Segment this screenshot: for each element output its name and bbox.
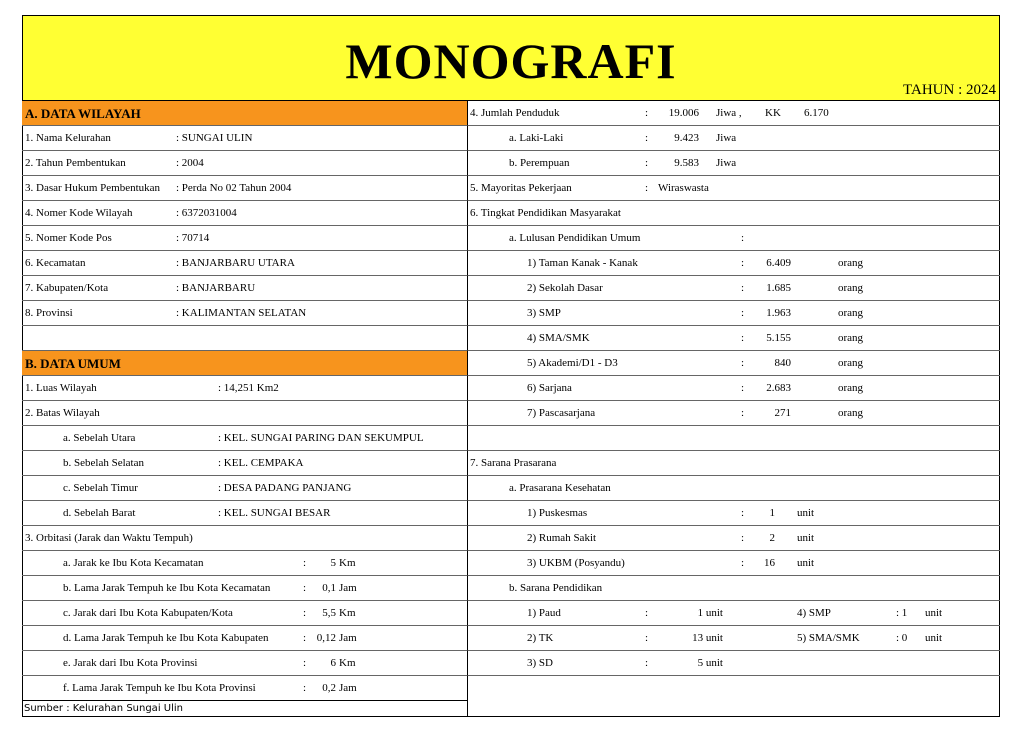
- wilayah-value: : 6372031004: [176, 207, 237, 219]
- wilayah-value: : KALIMANTAN SELATAN: [176, 307, 307, 319]
- kesehatan-item-unit: unit: [797, 532, 815, 544]
- sarana-pendidikan-item-label: 2) TK: [527, 632, 554, 644]
- kesehatan-item-unit: unit: [797, 507, 815, 519]
- wilayah-value: : 70714: [176, 232, 210, 244]
- kesehatan-item-unit: unit: [797, 557, 815, 569]
- sarana-pendidikan-heading-row: [467, 576, 1000, 601]
- orbitasi-item-unit: Km: [339, 557, 356, 569]
- batas-item-row: [22, 451, 467, 476]
- penduduk-colon: :: [645, 107, 649, 119]
- pekerjaan-value: Wiraswasta: [658, 182, 709, 194]
- orbitasi-item-colon: :: [303, 582, 307, 594]
- kesehatan-item-value: 1: [769, 507, 775, 519]
- penduduk-sub-value: 9.583: [674, 157, 699, 169]
- orbitasi-item-colon: :: [303, 632, 307, 644]
- orbitasi-item-num: 0,1: [322, 582, 336, 594]
- orbitasi-item-label: e. Jarak dari Ibu Kota Provinsi: [63, 657, 198, 669]
- pekerjaan-label: 5. Mayoritas Pekerjaan: [470, 182, 572, 194]
- pendidikan-sub-colon: :: [741, 232, 745, 244]
- orbitasi-row: [22, 526, 467, 551]
- wilayah-value: : BANJARBARU UTARA: [176, 257, 295, 269]
- pendidikan-item-value: 5.155: [766, 332, 791, 344]
- pendidikan-item-value: 1.685: [766, 282, 791, 294]
- penduduk-rows: [467, 126, 1000, 176]
- pendidikan-item-label: 2) Sekolah Dasar: [527, 282, 603, 294]
- blank-row: [467, 426, 1000, 451]
- pendidikan-item-row: [467, 301, 1000, 326]
- penduduk-sub-colon: :: [645, 157, 649, 169]
- page-title: MONOGRAFI: [345, 33, 677, 89]
- batas-item-label: b. Sebelah Selatan: [63, 457, 144, 469]
- orbitasi-item-unit: Jam: [339, 632, 357, 644]
- sarana-pendidikan-item-colon2: : 0: [896, 632, 908, 644]
- kesehatan-heading-row: [467, 476, 1000, 501]
- orbitasi-item-label: d. Lama Jarak Tempuh ke Ibu Kota Kabupaten: [63, 632, 269, 644]
- batas-item-label: c. Sebelah Timur: [63, 482, 138, 494]
- orbitasi-item-row: [22, 651, 467, 676]
- sarana-pendidikan-item-unit2: unit: [925, 607, 943, 619]
- penduduk-sub-colon: :: [645, 132, 649, 144]
- wilayah-row: [22, 126, 467, 151]
- orbitasi-item-label: a. Jarak ke Ibu Kota Kecamatan: [63, 557, 204, 569]
- kesehatan-item-label: 3) UKBM (Posyandu): [527, 557, 625, 569]
- wilayah-label: 3. Dasar Hukum Pembentukan: [25, 182, 161, 194]
- pendidikan-item-value: 840: [774, 357, 791, 369]
- penduduk-sub-unit: Jiwa: [716, 132, 737, 144]
- wilayah-row: [22, 151, 467, 176]
- orbitasi-item-row: [22, 676, 467, 701]
- orbitasi-item-colon: :: [303, 657, 307, 669]
- kesehatan-item-label: 2) Rumah Sakit: [527, 532, 597, 544]
- penduduk-sub-unit: Jiwa: [716, 157, 737, 169]
- section-b-heading: B. DATA UMUM: [22, 351, 467, 376]
- wilayah-label: 1. Nama Kelurahan: [25, 132, 111, 144]
- pendidikan-item-row: [467, 401, 1000, 426]
- pendidikan-item-unit: orang: [838, 307, 864, 319]
- luas-row: [22, 376, 467, 401]
- blank-row: [467, 676, 1000, 701]
- batas-item-row: [22, 501, 467, 526]
- section-a-rows: [22, 126, 467, 326]
- orbitasi-item-row: [22, 626, 467, 651]
- orbitasi-item-colon: :: [303, 557, 307, 569]
- sarana-pendidikan-item-label: 3) SD: [527, 657, 553, 669]
- sarana-pendidikan-label: b. Sarana Pendidikan: [509, 582, 603, 594]
- blank-row: [22, 326, 467, 351]
- left-column: [22, 101, 467, 701]
- pendidikan-item-row: [467, 251, 1000, 276]
- penduduk-row: [467, 101, 1000, 126]
- pendidikan-item-row: [467, 351, 1000, 376]
- pendidikan-item-label: 1) Taman Kanak - Kanak: [527, 257, 638, 269]
- wilayah-row: [22, 251, 467, 276]
- orbitasi-item-unit: Jam: [339, 682, 357, 694]
- wilayah-label: 6. Kecamatan: [25, 257, 86, 269]
- pendidikan-item-row: [467, 276, 1000, 301]
- pendidikan-item-colon: :: [741, 382, 745, 394]
- penduduk-label: 4. Jumlah Penduduk: [470, 107, 560, 119]
- pendidikan-rows: [467, 251, 1000, 426]
- sarana-pendidikan-item-label2: 5) SMA/SMK: [797, 632, 860, 644]
- wilayah-row: [22, 226, 467, 251]
- sarana-pendidikan-item-row: [467, 651, 1000, 676]
- sarana-pendidikan-item-colon: :: [645, 657, 649, 669]
- sarana-pendidikan-rows: [467, 601, 1000, 676]
- kesehatan-item-value: 16: [764, 557, 775, 569]
- penduduk-sub-label: a. Laki-Laki: [509, 132, 564, 144]
- kesehatan-item-row: [467, 551, 1000, 576]
- orbitasi-item-label: b. Lama Jarak Tempuh ke Ibu Kota Kecamatan: [63, 582, 271, 594]
- wilayah-row: [22, 201, 467, 226]
- orbitasi-label: 3. Orbitasi (Jarak dan Waktu Tempuh): [25, 532, 193, 544]
- wilayah-value: : BANJARBARU: [176, 282, 256, 294]
- sarana-pendidikan-item-unit2: unit: [925, 632, 943, 644]
- sarana-row: [467, 451, 1000, 476]
- source-note: Sumber : Kelurahan Sungai Ulin: [24, 703, 183, 714]
- orbitasi-item-unit: Jam: [339, 582, 357, 594]
- pendidikan-item-value: 271: [774, 407, 791, 419]
- batas-item-value: : KEL. CEMPAKA: [218, 457, 304, 469]
- wilayah-value: : SUNGAI ULIN: [176, 132, 253, 144]
- pendidikan-item-colon: :: [741, 407, 745, 419]
- sarana-pendidikan-item-row: [467, 601, 1000, 626]
- batas-row: [22, 401, 467, 426]
- section-a-heading: A. DATA WILAYAH: [22, 101, 467, 126]
- pendidikan-item-colon: :: [741, 357, 745, 369]
- pendidikan-label: 6. Tingkat Pendidikan Masyarakat: [470, 207, 621, 219]
- sarana-pendidikan-item-value: 5 unit: [697, 657, 723, 669]
- sarana-pendidikan-item-row: [467, 626, 1000, 651]
- kesehatan-item-colon: :: [741, 507, 745, 519]
- pendidikan-item-colon: :: [741, 332, 745, 344]
- batas-item-label: d. Sebelah Barat: [63, 507, 136, 519]
- wilayah-value: : 2004: [176, 157, 204, 169]
- pendidikan-item-value: 6.409: [766, 257, 791, 269]
- pendidikan-item-unit: orang: [838, 382, 864, 394]
- penduduk-sub-label: b. Perempuan: [509, 157, 570, 169]
- pendidikan-item-row: [467, 326, 1000, 351]
- pendidikan-item-colon: :: [741, 282, 745, 294]
- pendidikan-item-unit: orang: [838, 282, 864, 294]
- pendidikan-item-unit: orang: [838, 332, 864, 344]
- orbitasi-item-row: [22, 551, 467, 576]
- orbitasi-item-num: 0,12: [316, 632, 336, 644]
- kesehatan-item-row: [467, 501, 1000, 526]
- wilayah-row: [22, 301, 467, 326]
- orbitasi-item-row: [22, 576, 467, 601]
- orbitasi-item-unit: Km: [339, 607, 356, 619]
- pendidikan-item-colon: :: [741, 257, 745, 269]
- pendidikan-sub-row: [467, 226, 1000, 251]
- pendidikan-item-unit: orang: [838, 257, 864, 269]
- penduduk-sub-row: [467, 151, 1000, 176]
- kesehatan-item-row: [467, 526, 1000, 551]
- sarana-pendidikan-item-colon2: : 1: [896, 607, 908, 619]
- right-column: [467, 101, 1000, 701]
- wilayah-label: 7. Kabupaten/Kota: [25, 282, 109, 294]
- pendidikan-item-label: 3) SMP: [527, 307, 561, 319]
- kesehatan-label: a. Prasarana Kesehatan: [509, 482, 611, 494]
- kesehatan-item-label: 1) Puskesmas: [527, 507, 588, 519]
- batas-item-value: : KEL. SUNGAI BESAR: [218, 507, 331, 519]
- penduduk-unit: Jiwa ,: [716, 107, 742, 119]
- penduduk-sub-value: 9.423: [674, 132, 699, 144]
- orbitasi-item-num: 5: [330, 557, 336, 569]
- luas-label: 1. Luas Wilayah: [25, 382, 97, 394]
- pendidikan-item-unit: orang: [838, 357, 864, 369]
- batas-item-value: : KEL. SUNGAI PARING DAN SEKUMPUL: [218, 432, 424, 444]
- wilayah-value: : Perda No 02 Tahun 2004: [176, 182, 292, 194]
- kesehatan-item-value: 2: [769, 532, 775, 544]
- kk-label: KK: [765, 107, 781, 119]
- wilayah-row: [22, 276, 467, 301]
- orbitasi-item-label: c. Jarak dari Ibu Kota Kabupaten/Kota: [63, 607, 233, 619]
- penduduk-sub-row: [467, 126, 1000, 151]
- wilayah-label: 4. Nomer Kode Wilayah: [25, 207, 133, 219]
- wilayah-label: 8. Provinsi: [25, 307, 73, 319]
- sarana-pendidikan-item-value: 13 unit: [692, 632, 723, 644]
- sarana-pendidikan-item-label2: 4) SMP: [797, 607, 831, 619]
- pendidikan-item-label: 6) Sarjana: [527, 382, 572, 394]
- sarana-pendidikan-item-colon: :: [645, 632, 649, 644]
- kesehatan-item-colon: :: [741, 557, 745, 569]
- orbitasi-item-num: 0,2: [322, 682, 336, 694]
- orbitasi-item-colon: :: [303, 607, 307, 619]
- pendidikan-sub-label: a. Lulusan Pendidikan Umum: [509, 232, 641, 244]
- pendidikan-item-unit: orang: [838, 407, 864, 419]
- penduduk-value: 19.006: [668, 107, 699, 119]
- batas-item-value: : DESA PADANG PANJANG: [218, 482, 352, 494]
- batas-item-row: [22, 476, 467, 501]
- orbitasi-item-label: f. Lama Jarak Tempuh ke Ibu Kota Provinsi: [63, 682, 256, 694]
- sarana-pendidikan-item-label: 1) Paud: [527, 607, 561, 619]
- batas-rows: [22, 426, 467, 526]
- sarana-pendidikan-item-value: 1 unit: [697, 607, 723, 619]
- orbitasi-item-unit: Km: [339, 657, 356, 669]
- wilayah-label: 5. Nomer Kode Pos: [25, 232, 112, 244]
- luas-value: : 14,251 Km2: [218, 382, 279, 394]
- pendidikan-item-value: 2.683: [766, 382, 791, 394]
- pendidikan-item-label: 7) Pascasarjana: [527, 407, 596, 419]
- wilayah-label: 2. Tahun Pembentukan: [25, 157, 126, 169]
- pekerjaan-colon: :: [645, 182, 649, 194]
- sarana-label: 7. Sarana Prasarana: [470, 457, 557, 469]
- kesehatan-item-colon: :: [741, 532, 745, 544]
- sarana-pendidikan-item-colon: :: [645, 607, 649, 619]
- batas-item-row: [22, 426, 467, 451]
- orbitasi-item-num: 5,5: [322, 607, 336, 619]
- pekerjaan-row: [467, 176, 1000, 201]
- orbitasi-item-num: 6: [330, 657, 336, 669]
- batas-item-label: a. Sebelah Utara: [63, 432, 136, 444]
- batas-label: 2. Batas Wilayah: [25, 407, 100, 419]
- orbitasi-rows: [22, 551, 467, 701]
- orbitasi-item-row: [22, 601, 467, 626]
- year-label: TAHUN : 2024: [903, 82, 996, 98]
- wilayah-row: [22, 176, 467, 201]
- orbitasi-item-colon: :: [303, 682, 307, 694]
- pendidikan-item-row: [467, 376, 1000, 401]
- pendidikan-item-label: 5) Akademi/D1 - D3: [527, 357, 618, 369]
- pendidikan-item-label: 4) SMA/SMK: [527, 332, 590, 344]
- pendidikan-item-value: 1.963: [766, 307, 791, 319]
- kesehatan-rows: [467, 501, 1000, 576]
- kk-value: 6.170: [804, 107, 829, 119]
- pendidikan-row: [467, 201, 1000, 226]
- pendidikan-item-colon: :: [741, 307, 745, 319]
- title-banner: [22, 15, 1000, 101]
